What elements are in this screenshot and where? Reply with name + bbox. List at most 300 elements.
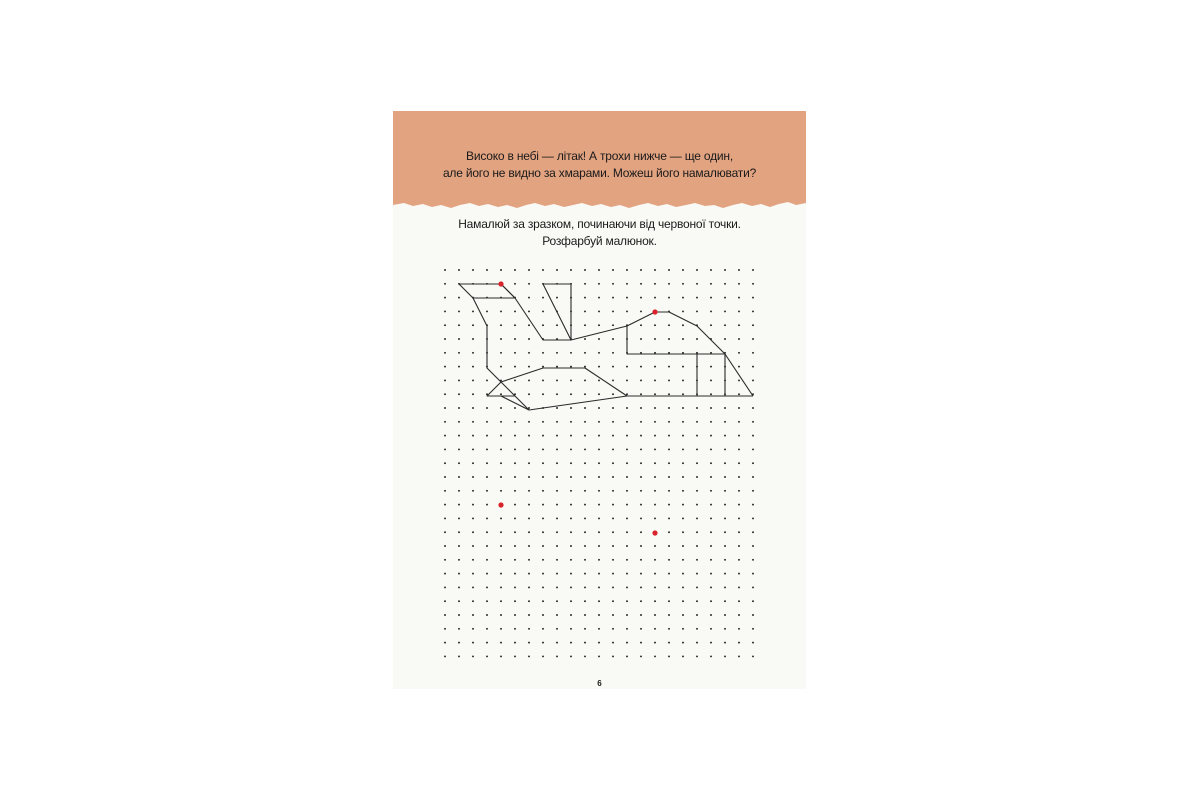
grid-dot (668, 435, 670, 437)
grid-dot (514, 310, 516, 312)
grid-dot (570, 517, 572, 519)
grid-dot (458, 490, 460, 492)
grid-dot (752, 476, 754, 478)
grid-dot (500, 352, 502, 354)
grid-dot (542, 545, 544, 547)
grid-dot (570, 559, 572, 561)
grid-dot (500, 642, 502, 644)
grid-dot (542, 517, 544, 519)
grid-dot (752, 517, 754, 519)
grid-dot (598, 586, 600, 588)
grid-dot (696, 628, 698, 630)
grid-dot (682, 324, 684, 326)
grid-dot (724, 545, 726, 547)
grid-dot (738, 379, 740, 381)
grid-dot (626, 269, 628, 271)
grid-dot (528, 586, 530, 588)
grid-dot (584, 545, 586, 547)
grid-dot (444, 504, 446, 506)
grid-dot (710, 559, 712, 561)
grid-dot (724, 614, 726, 616)
grid-dot (584, 490, 586, 492)
grid-dot (668, 655, 670, 657)
grid-dot (654, 283, 656, 285)
grid-dot (696, 531, 698, 533)
grid-dot (500, 573, 502, 575)
grid-dot (612, 448, 614, 450)
start-point-sample-cockpit (652, 309, 657, 314)
grid-dot (710, 655, 712, 657)
grid-dot (626, 655, 628, 657)
grid-dot (724, 504, 726, 506)
grid-dot (444, 379, 446, 381)
grid-dot (458, 504, 460, 506)
grid-dot (528, 324, 530, 326)
grid-dot (598, 531, 600, 533)
grid-dot (444, 448, 446, 450)
grid-dot (598, 310, 600, 312)
grid-dot (570, 379, 572, 381)
grid-dot (542, 421, 544, 423)
grid-dot (710, 462, 712, 464)
grid-dot (500, 269, 502, 271)
grid-dot (486, 655, 488, 657)
grid-dot (626, 435, 628, 437)
grid-dot (752, 352, 754, 354)
grid-dot (486, 545, 488, 547)
grid-dot (668, 366, 670, 368)
grid-dot (640, 448, 642, 450)
grid-dot (752, 324, 754, 326)
grid-dot (458, 600, 460, 602)
grid-dot (724, 269, 726, 271)
grid-dot (472, 324, 474, 326)
grid-dot (598, 517, 600, 519)
grid-dot (444, 517, 446, 519)
grid-dot (514, 559, 516, 561)
grid-dot (584, 310, 586, 312)
grid-dot (654, 600, 656, 602)
grid-dot (556, 435, 558, 437)
grid-dot (514, 517, 516, 519)
grid-dot (444, 407, 446, 409)
grid-dot (570, 600, 572, 602)
grid-dot (458, 462, 460, 464)
grid-dot (654, 476, 656, 478)
grid-dot (444, 338, 446, 340)
grid-dot (612, 297, 614, 299)
grid-dot (584, 379, 586, 381)
grid-dot (640, 586, 642, 588)
grid-dot (528, 352, 530, 354)
grid-dot (542, 352, 544, 354)
grid-dot (458, 379, 460, 381)
grid-dot (514, 352, 516, 354)
grid-dot (500, 600, 502, 602)
grid-dot (486, 642, 488, 644)
grid-dot (542, 435, 544, 437)
grid-dot (682, 559, 684, 561)
grid-dot (444, 614, 446, 616)
grid-dot (710, 545, 712, 547)
grid-dot (570, 642, 572, 644)
grid-dot (486, 531, 488, 533)
grid-dot (514, 573, 516, 575)
grid-dot (542, 448, 544, 450)
grid-dot (710, 366, 712, 368)
grid-dot (500, 545, 502, 547)
grid-dot (668, 448, 670, 450)
grid-dot (640, 504, 642, 506)
grid-dot (584, 283, 586, 285)
grid-dot (514, 531, 516, 533)
grid-dot (710, 421, 712, 423)
grid-dot (738, 448, 740, 450)
grid-dot (752, 628, 754, 630)
grid-dot (682, 655, 684, 657)
grid-dot (612, 352, 614, 354)
grid-dot (738, 517, 740, 519)
grid-dot (654, 421, 656, 423)
grid-dot (626, 490, 628, 492)
grid-dot (542, 600, 544, 602)
grid-dot (640, 435, 642, 437)
grid-dot (458, 421, 460, 423)
grid-dot (584, 600, 586, 602)
grid-dot (612, 545, 614, 547)
grid-dot (570, 586, 572, 588)
grid-dot (668, 338, 670, 340)
grid-dot (612, 559, 614, 561)
grid-dot (444, 435, 446, 437)
grid-dot (682, 297, 684, 299)
grid-dot (738, 283, 740, 285)
grid-dot (528, 448, 530, 450)
grid-dot (710, 310, 712, 312)
grid-dot (542, 393, 544, 395)
grid-dot (710, 435, 712, 437)
grid-dot (514, 448, 516, 450)
grid-dot (696, 642, 698, 644)
grid-dot (752, 462, 754, 464)
grid-dot (486, 476, 488, 478)
grid-dot (598, 283, 600, 285)
grid-dot (584, 393, 586, 395)
grid-dot (598, 559, 600, 561)
grid-dot (528, 614, 530, 616)
grid-dot (682, 393, 684, 395)
grid-dot (710, 531, 712, 533)
grid-dot (486, 628, 488, 630)
grid-dot (514, 476, 516, 478)
grid-dot (542, 628, 544, 630)
grid-dot (556, 628, 558, 630)
grid-dot (668, 517, 670, 519)
grid-dot (640, 559, 642, 561)
grid-dot (598, 490, 600, 492)
grid-dot (668, 462, 670, 464)
grid-dot (626, 573, 628, 575)
grid-dot (472, 379, 474, 381)
grid-dot (528, 517, 530, 519)
grid-dot (626, 462, 628, 464)
grid-dot (640, 379, 642, 381)
grid-dot (626, 628, 628, 630)
grid-dot (612, 338, 614, 340)
grid-dot (458, 476, 460, 478)
grid-dot (682, 573, 684, 575)
grid-dot (528, 600, 530, 602)
intro-line-1: Високо в небі — літак! А трохи нижче — ще один, (466, 149, 733, 163)
grid-dot (444, 310, 446, 312)
sample-airplane-drawing (459, 284, 753, 410)
grid-dot (626, 366, 628, 368)
grid-dot (598, 614, 600, 616)
grid-dot (640, 366, 642, 368)
grid-dot (682, 490, 684, 492)
grid-dot (696, 614, 698, 616)
grid-dot (598, 462, 600, 464)
airplane-tail-fin (459, 284, 515, 298)
grid-dot (528, 338, 530, 340)
instruction-line-2: Розфарбуй малюнок. (542, 234, 657, 248)
grid-dot (556, 379, 558, 381)
grid-dot (738, 490, 740, 492)
grid-dot (738, 642, 740, 644)
grid-dot (738, 586, 740, 588)
grid-dot (458, 517, 460, 519)
grid-dot (710, 269, 712, 271)
grid-dot (598, 600, 600, 602)
grid-dot (458, 573, 460, 575)
grid-dot (724, 600, 726, 602)
grid-dot (640, 545, 642, 547)
grid-dot (514, 490, 516, 492)
grid-dot (528, 283, 530, 285)
grid-dot (444, 559, 446, 561)
grid-dot (584, 352, 586, 354)
grid-dot (612, 628, 614, 630)
grid-dot (570, 269, 572, 271)
page-number: 6 (597, 679, 602, 688)
grid-dot (752, 531, 754, 533)
grid-dot (598, 324, 600, 326)
grid-dot (752, 283, 754, 285)
grid-dot (444, 628, 446, 630)
grid-dot (654, 490, 656, 492)
grid-dot (514, 366, 516, 368)
grid-dot (752, 600, 754, 602)
grid-dot (626, 600, 628, 602)
grid-dot (612, 490, 614, 492)
grid-dot (668, 407, 670, 409)
grid-dot (752, 448, 754, 450)
grid-dot (472, 655, 474, 657)
grid-dot (570, 476, 572, 478)
grid-dot (598, 476, 600, 478)
grid-dot (682, 628, 684, 630)
grid-dot (626, 421, 628, 423)
grid-dot (710, 448, 712, 450)
grid-dot (668, 269, 670, 271)
grid-dot (444, 283, 446, 285)
grid-dot (598, 297, 600, 299)
grid-dot (654, 338, 656, 340)
grid-dot (528, 628, 530, 630)
grid-dot (528, 490, 530, 492)
grid-dot (584, 628, 586, 630)
grid-dot (570, 614, 572, 616)
grid-dot (444, 642, 446, 644)
grid-dot (486, 421, 488, 423)
grid-dot (654, 379, 656, 381)
airplane-body (487, 326, 725, 410)
grid-dot (724, 531, 726, 533)
grid-dot (458, 628, 460, 630)
grid-dot (556, 600, 558, 602)
grid-dot (542, 573, 544, 575)
grid-dot (752, 435, 754, 437)
grid-dot (528, 297, 530, 299)
grid-dot (752, 269, 754, 271)
grid-dot (486, 435, 488, 437)
grid-dot (654, 545, 656, 547)
grid-dot (654, 614, 656, 616)
grid-dot (528, 393, 530, 395)
grid-dot (458, 614, 460, 616)
grid-dot (668, 504, 670, 506)
grid-dot (710, 407, 712, 409)
grid-dot (724, 407, 726, 409)
grid-dot (570, 448, 572, 450)
grid-dot (696, 435, 698, 437)
grid-dot (444, 324, 446, 326)
start-points (498, 281, 657, 535)
grid-dot (752, 614, 754, 616)
grid-dot (738, 628, 740, 630)
grid-dot (724, 462, 726, 464)
grid-dot (654, 324, 656, 326)
worksheet-page (393, 111, 806, 689)
grid-dot (584, 435, 586, 437)
grid-dot (752, 655, 754, 657)
grid-dot (724, 517, 726, 519)
start-point-task-cockpit (652, 530, 657, 535)
grid-dot (444, 366, 446, 368)
grid-dot (696, 462, 698, 464)
grid-dot (752, 379, 754, 381)
grid-dot (696, 517, 698, 519)
grid-dot (528, 476, 530, 478)
grid-dot (472, 462, 474, 464)
grid-dot (458, 435, 460, 437)
grid-dot (528, 366, 530, 368)
grid-dot (528, 545, 530, 547)
grid-dot (654, 462, 656, 464)
grid-dot (500, 462, 502, 464)
grid-dot (528, 559, 530, 561)
grid-dot (472, 421, 474, 423)
grid-dot (724, 490, 726, 492)
grid-dot (668, 324, 670, 326)
grid-dot (570, 545, 572, 547)
grid-dot (472, 490, 474, 492)
grid-dot (500, 435, 502, 437)
grid-dot (682, 269, 684, 271)
grid-dot (640, 283, 642, 285)
grid-dot (556, 462, 558, 464)
grid-dot (514, 283, 516, 285)
grid-dot (570, 504, 572, 506)
grid-dot (444, 393, 446, 395)
grid-dot (626, 586, 628, 588)
grid-dot (472, 517, 474, 519)
grid-dot (556, 531, 558, 533)
grid-dot (640, 393, 642, 395)
grid-dot (640, 310, 642, 312)
grid-dot (598, 435, 600, 437)
grid-dot (640, 655, 642, 657)
grid-dot (738, 655, 740, 657)
grid-dot (626, 379, 628, 381)
grid-dot (444, 531, 446, 533)
grid-dot (584, 655, 586, 657)
grid-dot (668, 297, 670, 299)
grid-dot (556, 490, 558, 492)
grid-dot (542, 655, 544, 657)
grid-dot (584, 366, 586, 368)
grid-dot (654, 504, 656, 506)
grid-dot (598, 655, 600, 657)
grid-dot (584, 517, 586, 519)
grid-dot (528, 642, 530, 644)
grid-dot (570, 490, 572, 492)
grid-dot (640, 476, 642, 478)
grid-dot (472, 545, 474, 547)
grid-dot (528, 504, 530, 506)
grid-dot (584, 462, 586, 464)
grid-dot (542, 614, 544, 616)
grid-dot (724, 421, 726, 423)
grid-dot (626, 531, 628, 533)
grid-dot (668, 421, 670, 423)
grid-dot (612, 324, 614, 326)
grid-dot (584, 476, 586, 478)
grid-dot (472, 586, 474, 588)
grid-dot (556, 366, 558, 368)
grid-dot (486, 490, 488, 492)
grid-dot (500, 310, 502, 312)
grid-dot (514, 545, 516, 547)
grid-dot (500, 448, 502, 450)
start-point-sample-tail (498, 281, 503, 286)
grid-dot (752, 310, 754, 312)
grid-dot (458, 366, 460, 368)
grid-dot (752, 545, 754, 547)
grid-dot (682, 531, 684, 533)
grid-dot (556, 297, 558, 299)
grid-dot (654, 393, 656, 395)
grid-dot (584, 421, 586, 423)
grid-dot (528, 655, 530, 657)
grid-dot (752, 586, 754, 588)
grid-dot (472, 504, 474, 506)
grid-dot (668, 586, 670, 588)
grid-dot (500, 366, 502, 368)
grid-dot (514, 600, 516, 602)
grid-dot (696, 600, 698, 602)
grid-dot (654, 297, 656, 299)
